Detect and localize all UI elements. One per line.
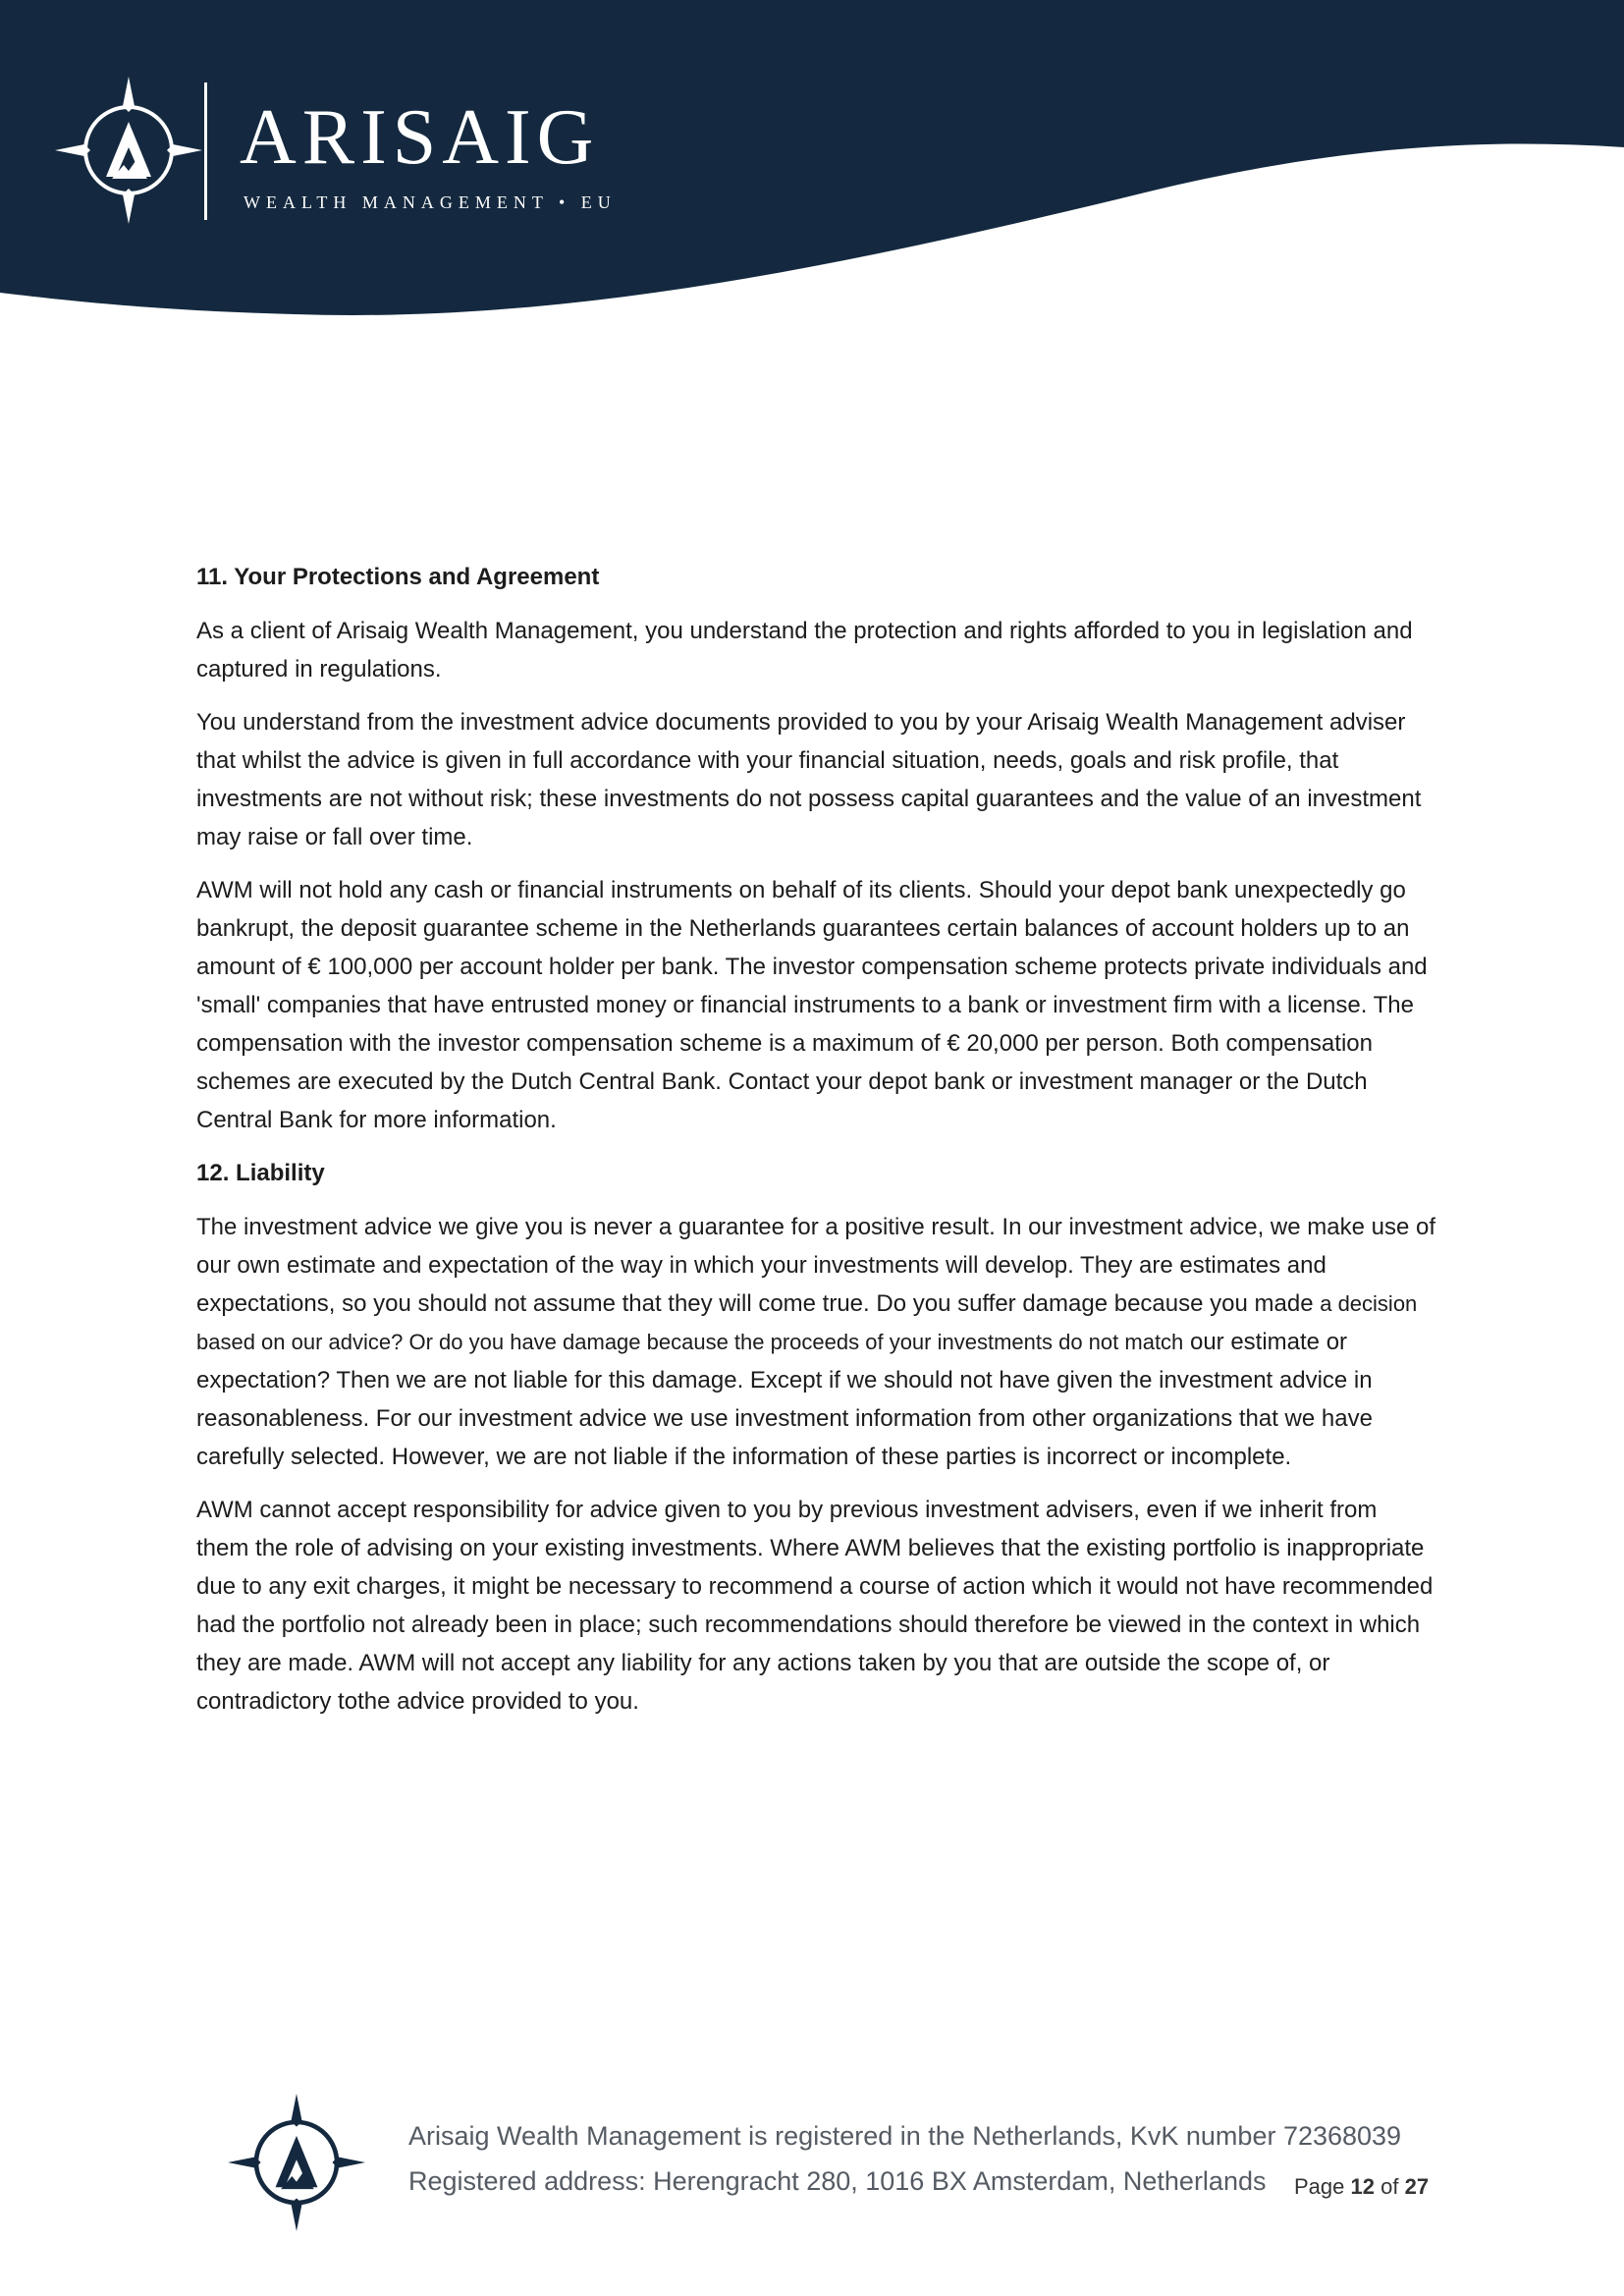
document-body xyxy=(196,558,1435,1735)
section-11-paragraph-3: AWM will not hold any cash or financial instruments on behalf of its clients. Should your depot bank unexpectedly go bankrupt, the deposit guarantee scheme in the Netherlands guarantees certain balances of account holders up to an amount of € 100,000 per account holder per bank. The investor compensation scheme protects private individuals and 'small' companies that have entrusted money or financial instruments to a bank or investment firm with a license. The compensation with the investor compensation scheme is a maximum of € 20,000 per person. Both compensation schemes are executed by the Dutch Central Bank. Contact your depot bank or investment manager or the Dutch Central Bank for more information. xyxy=(196,877,1428,1133)
page-of: of xyxy=(1380,2174,1399,2199)
footer-registration-line: Arisaig Wealth Management is registered in the Netherlands, KvK number 72368039 xyxy=(408,2121,1402,2151)
section-12-paragraph-1 xyxy=(196,1208,1435,1476)
section-11-paragraph-2: You understand from the investment advice documents provided to you by your Arisaig Wealth Management adviser that whilst the advice is given in full accordance with your financial situation, needs, goals and risk profile, that investments are not without risk; these investments do not possess capital guarantees and the value of an investment may raise or fall over time. xyxy=(196,709,1422,850)
compass-mountain-logo xyxy=(55,77,202,224)
brand-subtitle: WEALTH MANAGEMENT • EU xyxy=(244,192,617,212)
brand-name: ARISAIG xyxy=(240,94,600,181)
section-12-paragraph-1-part-a: The investment advice we give you is never a guarantee for a positive result. In our investment advice, we make use of our own estimate and expectation of the way in which your investments will develop. They are estimates and expectations, so you should not assume that they will come true. Do you suffer damage because you made xyxy=(196,1214,1435,1317)
section-11-paragraph-1: As a client of Arisaig Wealth Management, you understand the protection and rights afforded to you in legislation and captured in regulations. xyxy=(196,618,1413,683)
page-total: 27 xyxy=(1404,2174,1430,2199)
page-prefix: Page xyxy=(1294,2174,1345,2199)
page-current: 12 xyxy=(1350,2174,1375,2199)
section-12-paragraph-1-part-b: a decision based on our advice? Or do you have damage because the proceeds of your investments do not match xyxy=(196,1291,1418,1354)
section-11-heading: 11. Your Protections and Agreement xyxy=(196,564,600,590)
logo-divider xyxy=(204,82,207,220)
section-12-heading: 12. Liability xyxy=(196,1160,325,1186)
page-number xyxy=(1294,2174,1429,2200)
footer-address-line: Registered address: Herengracht 280, 1016 BX Amsterdam, Netherlands xyxy=(408,2166,1267,2196)
footer-compass-logo xyxy=(228,2094,365,2231)
section-12-paragraph-2: AWM cannot accept responsibility for advice given to you by previous investment advisers, even if we inherit from them the role of advising on your existing investments. Where AWM believes that the existing portfolio is inappropriate due to any exit charges, it might be necessary to recommend a course of action which it would not have recommended had the portfolio not already been in place; such recommendations should therefore be viewed in the context in which they are made. AWM will not accept any liability for any actions taken by you that are outside the scope of, or contradictory tothe advice provided to you. xyxy=(196,1497,1434,1715)
section-12-paragraph-1-part-c: our estimate or expectation? Then we are not liable for this damage. Except if we should not have given the investment advice in reasonableness. For our investment advice we use investment information from other organizations that we have carefully selected. However, we are not liable if the information of these parties is incorrect or incomplete. xyxy=(196,1329,1373,1470)
